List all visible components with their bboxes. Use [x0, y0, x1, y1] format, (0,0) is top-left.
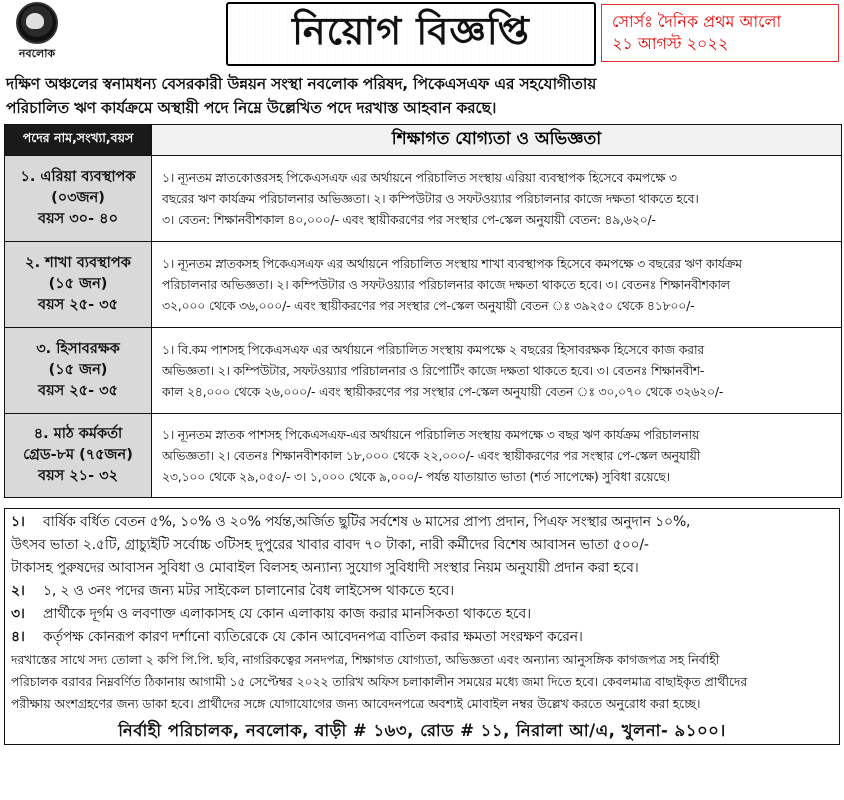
qualification-line: ২৩,১০০ থেকে ২৯,০৫০/- ৩। ১,০০০ থেকে ৯,০০০/- পর্যন্ত যাতায়াত ভাতা (শর্ত সাপেক্ষে) সুবিধা রয়েছে।	[162, 469, 670, 484]
qualification-line: ৩২,০০০ থেকে ৩৬,০০০/- এবং স্থায়ীকরণের পর সংস্থার পে-স্কেল অনুযায়ী বেতন ঃ ৩৯২৫০ থেকে ৪১৮০০/-	[162, 298, 695, 313]
note-text: প্রার্থীকে দূর্গম ও লবণাক্ত এলাকাসহ যে কোন এলাকায় কাজ করার মানসিকতা থাকতে হবে।	[43, 606, 531, 622]
post-cell	[5, 328, 152, 414]
source-newspaper: সোর্সঃ দৈনিক প্রথম আলো	[612, 12, 782, 31]
qualification-line: কাল ২৪,০০০ থেকে ২৬,০০০/- এবং স্থায়ীকরণের পর সংস্থার পে-স্কেল অনুযায়ী বেতন ঃ ৩০,০৭০ থেকে ৩২৬২০/-	[162, 384, 724, 399]
post-cell	[5, 414, 152, 498]
application-instructions-line: দরখাস্তের সাথে সদ্য তোলা ২ কপি পি.পি. ছবি, নাগরিকত্বের সনদপত্র, শিক্ষাগত যোগ্যতা, অভিজ্ঞতা এবং অন্যান্য আনুসঙ্গিক কাগজপত্র সহ নির্বাহী	[11, 652, 720, 667]
qualification-cell	[152, 414, 842, 498]
qualification-cell	[152, 242, 842, 328]
table-row	[5, 328, 842, 414]
jobs-table	[4, 124, 842, 498]
conditions-box	[4, 508, 840, 745]
post-age: বয়স ২৫- ৩৫	[38, 383, 118, 399]
qualification-line: অভিজ্ঞতা। ২। বেতনঃ শিক্ষানবীশকাল ১৮,০০০ থেকে ২২,০০০/- এবং স্থায়ীকরণের পর সংস্থার পে-স্কেল অনুযায়ী	[162, 448, 701, 463]
post-cell	[5, 242, 152, 328]
note-1-continued: উৎসব ভাতা ২.৫টি, গ্রাচ্যুইটি সর্বোচ্চ ৩টিসহ দুপুরের খাবার বাবদ ৭০ টাকা, নারী কর্মীদের বিশেষ আবাসন ভাতা ৫০০/-	[11, 537, 649, 553]
qualification-cell	[152, 328, 842, 414]
post-count: (১৫ জন)	[48, 276, 108, 292]
post-age: বয়স ৩০- ৪০	[38, 211, 118, 227]
qualification-line: ১। বি.কম পাশসহ পিকেএসএফ এর অর্থায়নে পরিচালিত সংস্থায় কমপক্ষে ২ বছরের হিসাবরক্ষক হিসেবে কাজ করার	[162, 342, 705, 357]
note-text: কর্তৃপক্ষ কোনরূপ কারণ দর্শানো ব্যতিরেকে যে কোন আবেদনপত্র বাতিল করার ক্ষমতা সংরক্ষণ করেন।	[43, 629, 583, 645]
post-count: (১৫ জন)	[48, 362, 108, 378]
post-age: বয়স ২১- ৩২	[38, 468, 118, 484]
qualification-cell	[152, 156, 842, 242]
post-title: ১. এরিয়া ব্যবস্থাপক	[20, 169, 136, 185]
qualification-line: ৩। বেতন: শিক্ষানবীশকাল ৪০,০০০/- এবং স্থায়ীকরণের পর সংস্থার পে-স্কেল অনুযায়ী বেতন: ৪৯,৬২০/-	[162, 212, 656, 227]
qualification-line: বছরের ঋণ কার্যক্রম পরিচালনার অভিজ্ঞতা। ২। কম্পিউটার ও সফটওয়্যার পরিচালনার কাজে দক্ষতা থাকতে হবে।	[162, 191, 699, 206]
note-number: ৩।	[11, 606, 25, 622]
intro-paragraph	[6, 72, 840, 120]
post-count: (০৩জন)	[51, 190, 105, 206]
table-row	[5, 414, 842, 498]
note-number: ২।	[11, 583, 25, 599]
qualification-line: ১। ন্যূনতম স্নাতকসহ পিকেএসএফ এর অর্থায়নে পরিচালিত সংস্থায় শাখা ব্যবস্থাপক হিসেবে কমপক্ষে ৩ বছরের ঋণ কার্যক্রম	[162, 256, 742, 271]
nabolok-logo	[6, 2, 68, 64]
post-title: ৪. মাঠ কর্মকর্তা	[33, 426, 123, 442]
post-title: ২. শাখা ব্যবস্থাপক	[25, 255, 131, 271]
contact-address: নির্বাহী পরিচালক, নবলোক, বাড়ী # ১৬৩, রোড # ১১, নিরালা আ/এ, খুলনা- ৯১০০।	[118, 721, 726, 740]
qualification-line: ১। ন্যূনতম স্নাতক পাশসহ পিকেএসএফ-এর অর্থায়নে পরিচালিত সংস্থায় কমপক্ষে ৩ বছর ঋণ কার্যক্রম পরিচালনায়	[162, 427, 700, 442]
application-instructions-line: পরিচালক বরাবর নিম্নবর্ণিত ঠিকানায় আগামী ১৫ সেপ্টেম্বর ২০২২ তারিখ অফিস চলাকালীন সময়ের মধ্যে জমা দিতে হবে। কেবলমাত্র বাছাইকৃত প্রার্থীদের	[11, 674, 748, 689]
note-number: ৪।	[11, 629, 25, 645]
note-1-continued: টাকাসহ পুরুষদের আবাসন সুবিধা ও মোবাইল বিলসহ অন্যান্য সুযোগ সুবিধাদী সংস্থার নিয়ম অনুযায়ী প্রদান করা হবে।	[11, 560, 639, 576]
intro-line-1: দক্ষিণ অঞ্চলের স্বনামধন্য বেসরকারী উন্নয়ন সংস্থা নবলোক পরিষদ, পিকেএসএফ এর সহযোগীতায়	[6, 75, 597, 93]
post-count: গ্রেড-৮ম (৭৫জন)	[23, 447, 133, 463]
logo-name: নবলোক	[18, 47, 56, 60]
application-instructions-line: পরীক্ষায় অংশগ্রহণের জন্য ডাকা হবে। প্রার্থীদের সঙ্গে যোগাযোগের জন্য আবেদনপত্রে অবশ্যই মোবাইল নম্বর উল্লেখ করতে অনুরোধ করা হচ্ছে।	[11, 696, 701, 711]
qualification-line: ১। ন্যূনতম স্নাতকোত্তরসহ পিকেএসএফ এর অর্থায়নে পরিচালিত সংস্থায় এরিয়া ব্যবস্থাপক হিসেবে কমপক্ষে ৩	[162, 170, 677, 185]
intro-line-2: পরিচালিত ঋণ কার্যক্রমে অস্থায়ী পদে নিম্নে উল্লেখিত পদে দরখাস্ত আহবান করছে।	[6, 99, 497, 117]
logo-emblem-icon	[16, 2, 58, 44]
post-cell	[5, 156, 152, 242]
header-qualification: শিক্ষাগত যোগ্যতা ও অভিজ্ঞতা	[152, 125, 842, 156]
note-text: ১, ২ ও ৩নং পদের জন্য মটর সাইকেল চালানোর বৈধ লাইসেন্স থাকতে হবে।	[43, 583, 454, 599]
note-2	[11, 580, 833, 603]
source-date: ২১ আগস্ট ২০২২	[612, 34, 729, 53]
header-post: পদের নাম,সংখ্যা,বয়স	[5, 125, 152, 156]
note-1	[11, 511, 833, 534]
note-3	[11, 603, 833, 626]
qualification-line: অভিজ্ঞতা। ২। কম্পিউটার, সফটওয়্যার পরিচালনার ও রিপোর্টিং কাজে দক্ষতা থাকতে হবে। ৩। বেতনঃ শিক্ষানবীশ-	[162, 363, 705, 378]
table-row	[5, 156, 842, 242]
note-4	[11, 626, 833, 649]
note-number: ১।	[11, 514, 25, 530]
source-box	[601, 4, 839, 62]
post-age: বয়স ২৫- ৩৫	[38, 297, 118, 313]
table-row	[5, 242, 842, 328]
table-header-row	[5, 125, 842, 156]
note-text: বার্ষিক বর্ধিত বেতন ৫%, ১০% ও ২০% পর্যন্ত,অর্জিত ছুটির সর্বশেষ ৬ মাসের প্রাপ্য প্রদান, পিএফ সংস্থার অনুদান ১০%,	[43, 514, 691, 530]
qualification-line: পরিচালনার অভিজ্ঞতা। ২। কম্পিউটার ও সফটওয়্যার পরিচালনার কাজে দক্ষতা থাকতে হবে। ৩। বেতনঃ শিক্ষানবীশকাল	[162, 277, 730, 292]
page-title: নিয়োগ বিজ্ঞপ্তি	[226, 2, 596, 66]
post-title: ৩. হিসাবরক্ষক	[36, 341, 120, 357]
